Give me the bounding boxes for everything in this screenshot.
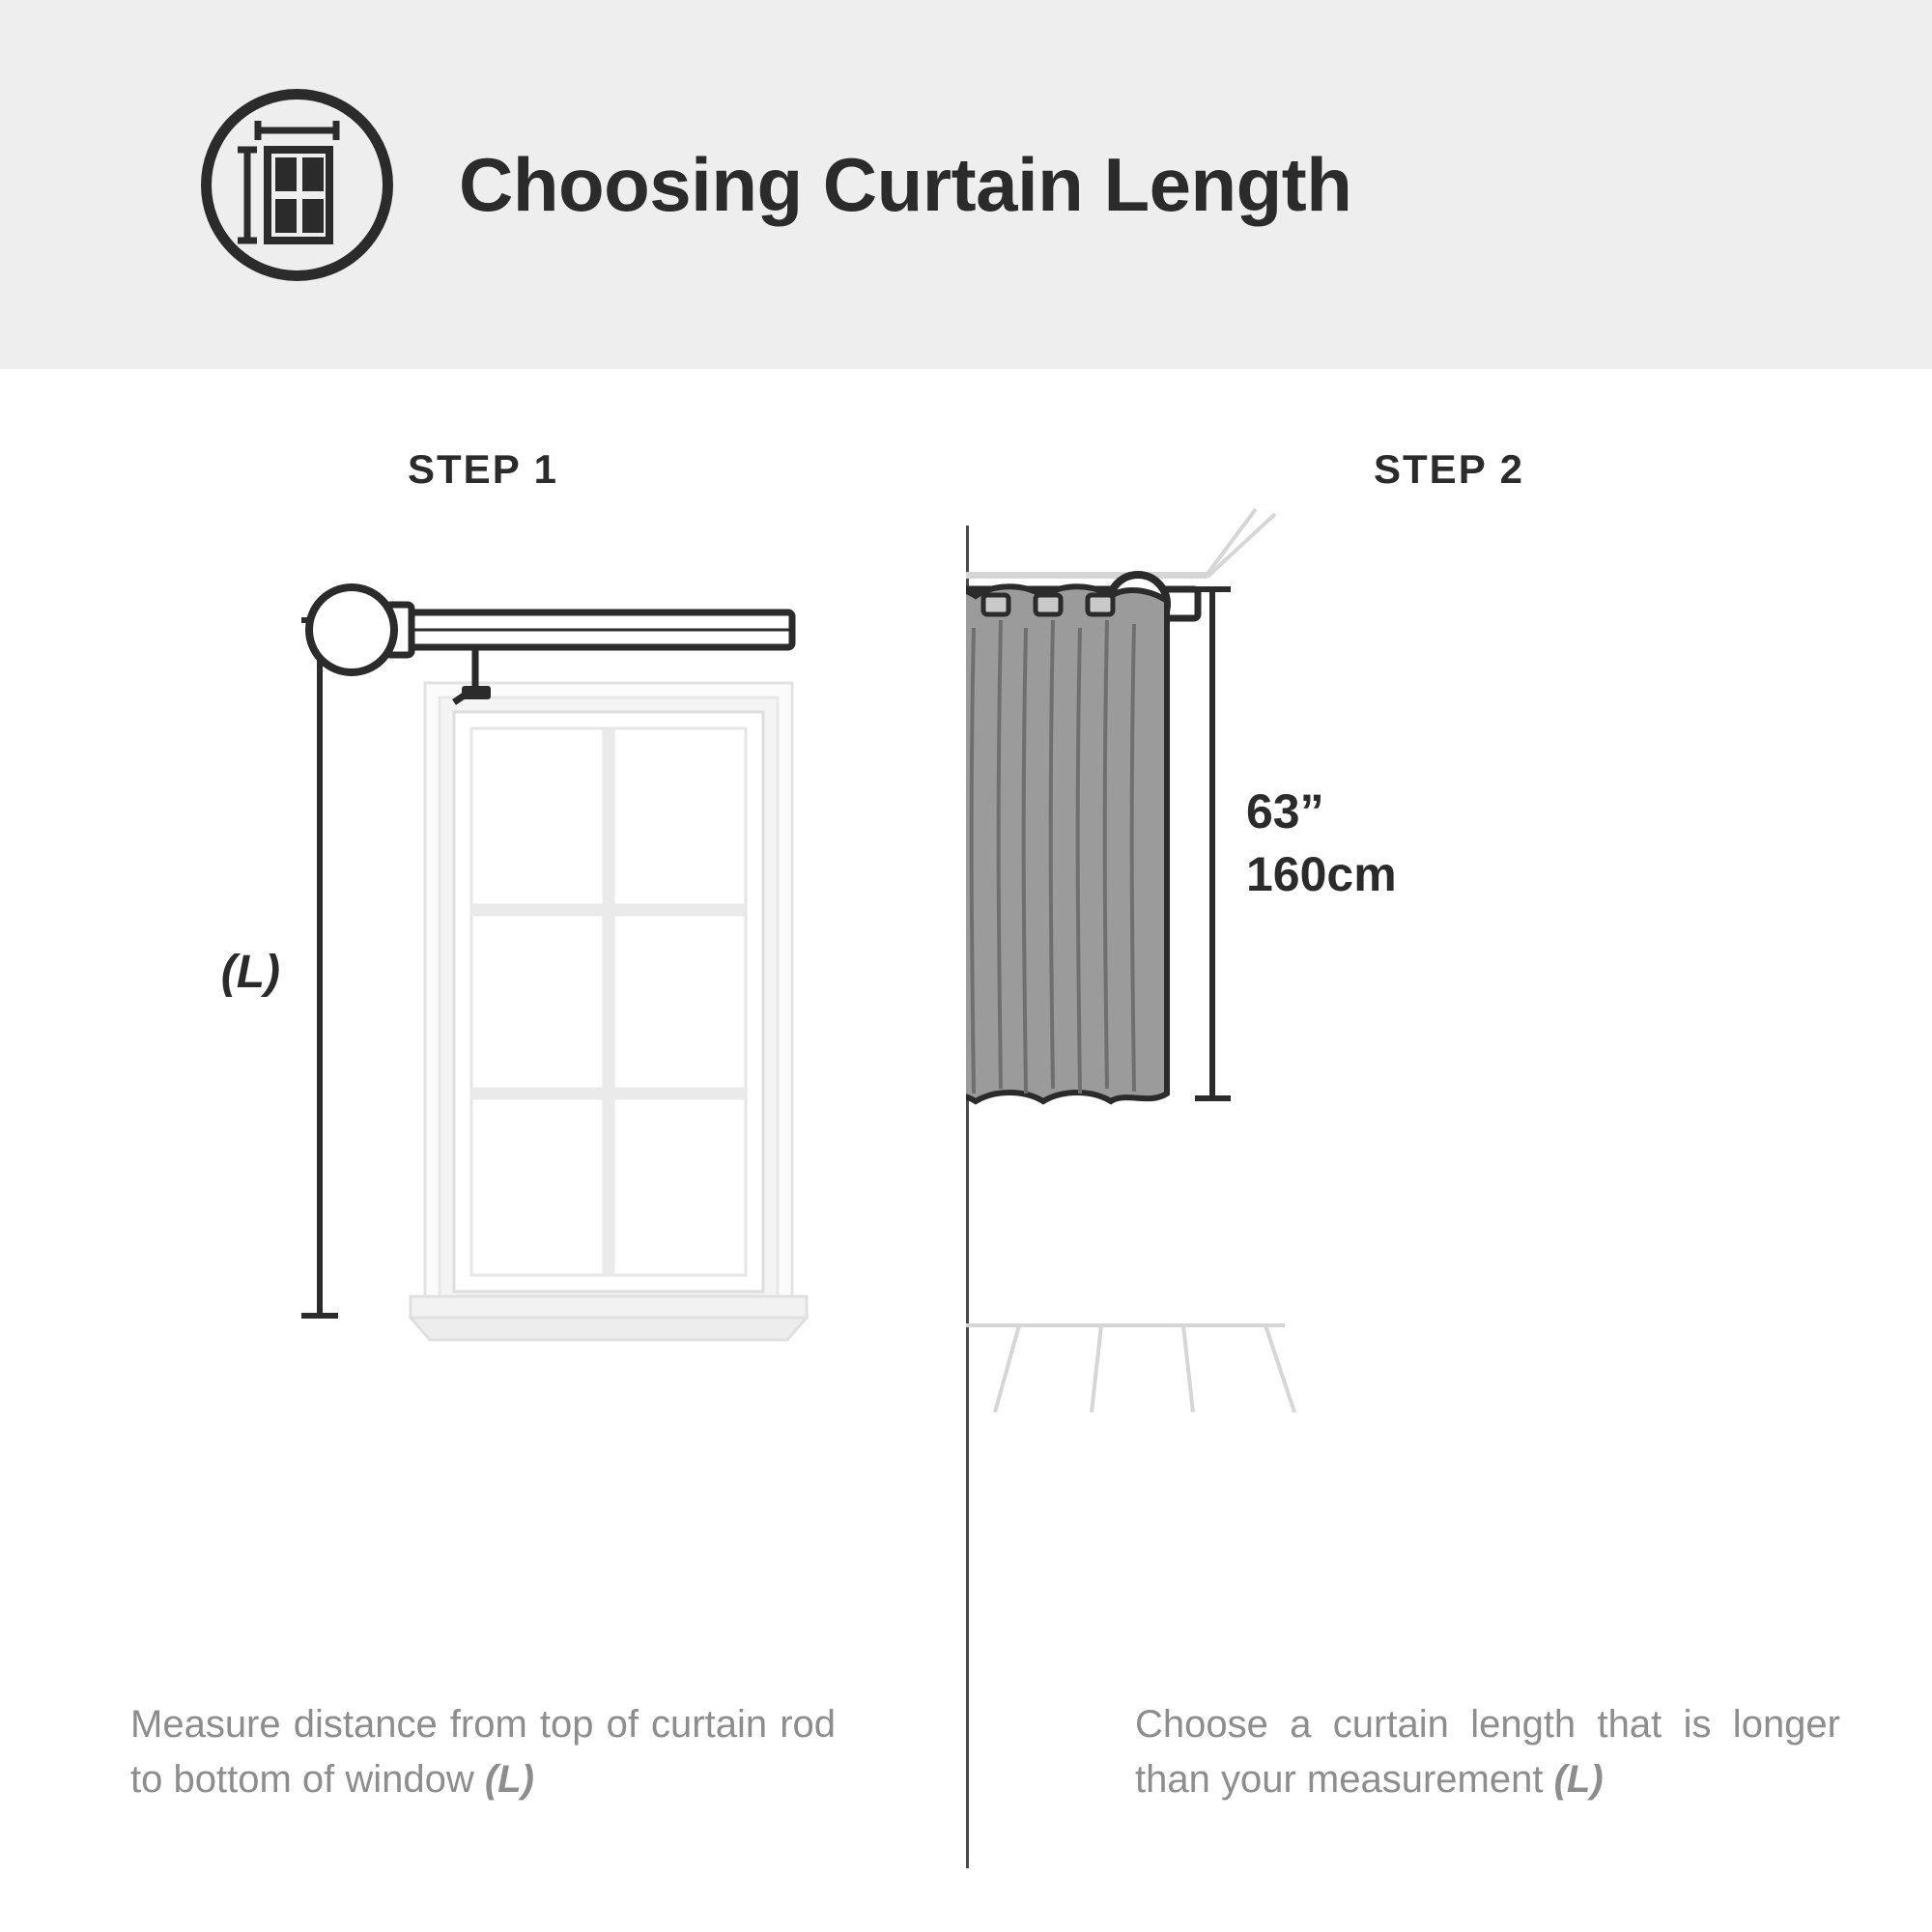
page-title: Choosing Curtain Length [459, 141, 1352, 227]
step-2-caption [1135, 1697, 1840, 1807]
step-2-column [966, 369, 1932, 1932]
step-1-caption-emphasis: (L) [484, 1757, 534, 1801]
step-2-caption-text: Choose a curtain length that is longer than your measurement [1135, 1703, 1840, 1801]
step-2-figure [966, 466, 1932, 1692]
measure-line-curtain [1195, 589, 1231, 1098]
window-measure-icon [198, 86, 396, 284]
step-1-label: STEP 1 [408, 446, 558, 492]
step-1-column [0, 369, 966, 1932]
step-1-caption-text: Measure distance from top of curtain rod to bottom of window [130, 1703, 836, 1801]
measure-line-L [301, 620, 338, 1316]
step-1-caption [130, 1697, 836, 1807]
measure-label-L: (L) [220, 947, 280, 998]
step-2-caption-emphasis: (L) [1553, 1757, 1604, 1801]
measure-label-cm: 160cm [1246, 847, 1397, 901]
header-banner [0, 0, 1932, 369]
step-2-label: STEP 2 [1374, 446, 1524, 492]
window-illustration [411, 683, 807, 1340]
step-1-figure [0, 466, 966, 1692]
curtain-illustration [966, 585, 1167, 1103]
steps-container [0, 369, 1932, 1932]
measure-label-inches: 63” [1246, 784, 1324, 838]
